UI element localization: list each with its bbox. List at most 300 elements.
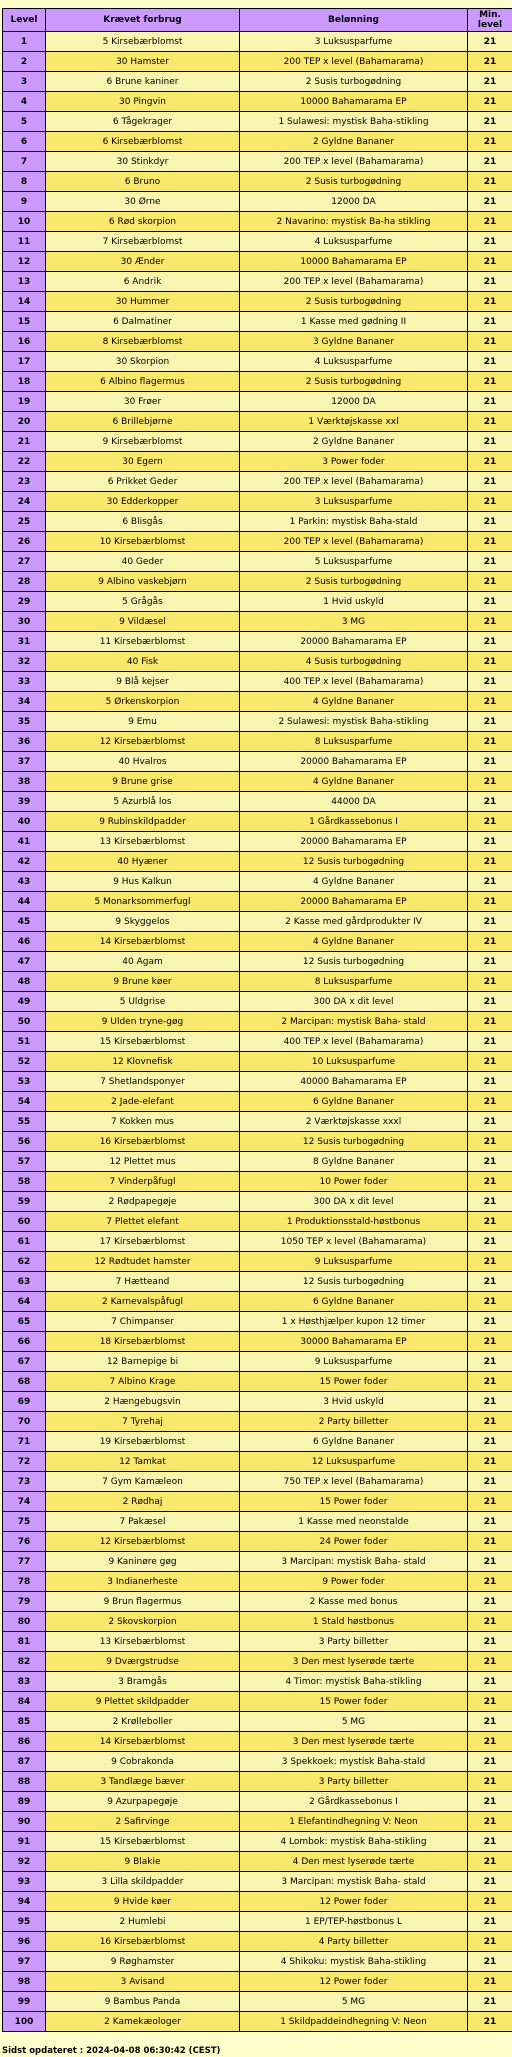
cell-level: 75 <box>3 1512 46 1532</box>
cell-min-level: 21 <box>468 452 512 472</box>
cell-required: 14 Kirsebærblomst <box>46 932 240 952</box>
cell-min-level: 21 <box>468 1392 512 1412</box>
table-row <box>3 72 512 92</box>
cell-required: 16 Kirsebærblomst <box>46 1932 240 1952</box>
cell-required: 2 Rødhaj <box>46 1492 240 1512</box>
cell-min-level: 21 <box>468 372 512 392</box>
cell-required: 6 Rød skorpion <box>46 212 240 232</box>
cell-required: 6 Prikket Geder <box>46 472 240 492</box>
cell-level: 71 <box>3 1432 46 1452</box>
cell-min-level: 21 <box>468 472 512 492</box>
cell-reward: 4 Lombok: mystisk Baha-stikling <box>240 1832 468 1852</box>
table-row <box>3 1272 512 1292</box>
cell-min-level: 21 <box>468 1292 512 1312</box>
table-row <box>3 192 512 212</box>
cell-reward: 8 Luksusparfume <box>240 972 468 992</box>
table-row <box>3 672 512 692</box>
table-row <box>3 712 512 732</box>
cell-min-level: 21 <box>468 152 512 172</box>
cell-required: 16 Kirsebærblomst <box>46 1132 240 1152</box>
cell-min-level: 21 <box>468 132 512 152</box>
cell-level: 65 <box>3 1312 46 1332</box>
table-row <box>3 1712 512 1732</box>
cell-reward: 20000 Bahamarama EP <box>240 632 468 652</box>
cell-min-level: 21 <box>468 552 512 572</box>
cell-reward: 1 Produktionsstald-høstbonus <box>240 1212 468 1232</box>
cell-reward: 12 Power foder <box>240 1892 468 1912</box>
table-row <box>3 1372 512 1392</box>
cell-required: 7 Chimpanser <box>46 1312 240 1332</box>
cell-min-level: 21 <box>468 652 512 672</box>
cell-required: 30 Skorpion <box>46 352 240 372</box>
cell-min-level: 21 <box>468 1772 512 1792</box>
cell-reward: 4 Gyldne Bananer <box>240 932 468 952</box>
cell-required: 9 Brun flagermus <box>46 1592 240 1612</box>
cell-required: 9 Blakie <box>46 1852 240 1872</box>
cell-level: 53 <box>3 1072 46 1092</box>
table-row <box>3 752 512 772</box>
table-row <box>3 492 512 512</box>
cell-required: 30 Stinkdyr <box>46 152 240 172</box>
cell-reward: 20000 Bahamarama EP <box>240 832 468 852</box>
cell-level: 28 <box>3 572 46 592</box>
cell-min-level: 21 <box>468 1552 512 1572</box>
cell-min-level: 21 <box>468 1632 512 1652</box>
table-row <box>3 1432 512 1452</box>
cell-level: 69 <box>3 1392 46 1412</box>
cell-min-level: 21 <box>468 1052 512 1072</box>
cell-required: 13 Kirsebærblomst <box>46 832 240 852</box>
cell-required: 9 Brune køer <box>46 972 240 992</box>
cell-required: 9 Dværgstrudse <box>46 1652 240 1672</box>
table-row <box>3 1652 512 1672</box>
cell-reward: 4 Timor: mystisk Baha-stikling <box>240 1672 468 1692</box>
cell-min-level: 21 <box>468 1752 512 1772</box>
cell-level: 2 <box>3 52 46 72</box>
cell-level: 1 <box>3 32 46 52</box>
table-header-row <box>3 9 512 32</box>
cell-reward: 4 Gyldne Bananer <box>240 772 468 792</box>
cell-required: 2 Kamekæologer <box>46 2012 240 2032</box>
cell-reward: 8 Gyldne Bananer <box>240 1152 468 1172</box>
cell-reward: 30000 Bahamarama EP <box>240 1332 468 1352</box>
cell-level: 70 <box>3 1412 46 1432</box>
table-row <box>3 612 512 632</box>
cell-reward: 2 Gårdkassebonus I <box>240 1792 468 1812</box>
cell-required: 3 Indianerheste <box>46 1572 240 1592</box>
cell-reward: 3 Den mest lyserøde tærte <box>240 1652 468 1672</box>
cell-reward: 1 Parkin: mystisk Baha-stald <box>240 512 468 532</box>
cell-level: 66 <box>3 1332 46 1352</box>
table-row <box>3 992 512 1012</box>
cell-required: 5 Ørkenskorpion <box>46 692 240 712</box>
cell-required: 7 Gym Kamæleon <box>46 1472 240 1492</box>
cell-reward: 2 Susis turbogødning <box>240 572 468 592</box>
cell-reward: 6 Gyldne Bananer <box>240 1092 468 1112</box>
cell-required: 9 Skyggelos <box>46 912 240 932</box>
cell-reward: 400 TEP x level (Bahamarama) <box>240 1032 468 1052</box>
cell-level: 51 <box>3 1032 46 1052</box>
cell-min-level: 21 <box>468 292 512 312</box>
cell-reward: 3 Spekkoek: mystisk Baha-stald <box>240 1752 468 1772</box>
cell-min-level: 21 <box>468 52 512 72</box>
cell-reward: 4 Luksusparfume <box>240 352 468 372</box>
cell-reward: 2 Værktøjskasse xxxl <box>240 1112 468 1132</box>
cell-required: 7 Plettet elefant <box>46 1212 240 1232</box>
cell-reward: 3 Den mest lyserøde tærte <box>240 1732 468 1752</box>
cell-reward: 3 Luksusparfume <box>240 32 468 52</box>
cell-reward: 2 Susis turbogødning <box>240 172 468 192</box>
cell-level: 47 <box>3 952 46 972</box>
table-row <box>3 1632 512 1652</box>
cell-reward: 3 Party billetter <box>240 1772 468 1792</box>
table-row <box>3 52 512 72</box>
cell-min-level: 21 <box>468 1832 512 1852</box>
cell-required: 5 Azurblå los <box>46 792 240 812</box>
table-row <box>3 912 512 932</box>
cell-level: 10 <box>3 212 46 232</box>
cell-min-level: 21 <box>468 912 512 932</box>
cell-level: 99 <box>3 1992 46 2012</box>
cell-min-level: 21 <box>468 252 512 272</box>
cell-min-level: 21 <box>468 1912 512 1932</box>
cell-level: 5 <box>3 112 46 132</box>
cell-reward: 3 Gyldne Bananer <box>240 332 468 352</box>
cell-min-level: 21 <box>468 992 512 1012</box>
table-row <box>3 272 512 292</box>
cell-min-level: 21 <box>468 192 512 212</box>
table-row <box>3 1512 512 1532</box>
cell-required: 5 Grågås <box>46 592 240 612</box>
cell-level: 94 <box>3 1892 46 1912</box>
cell-reward: 15 Power foder <box>240 1372 468 1392</box>
cell-reward: 400 TEP x level (Bahamarama) <box>240 672 468 692</box>
cell-required: 7 Pakæsel <box>46 1512 240 1532</box>
cell-level: 9 <box>3 192 46 212</box>
cell-min-level: 21 <box>468 1432 512 1452</box>
table-row <box>3 1672 512 1692</box>
cell-level: 18 <box>3 372 46 392</box>
cell-required: 3 Tandlæge bæver <box>46 1772 240 1792</box>
cell-min-level: 21 <box>468 1972 512 1992</box>
cell-required: 9 Emu <box>46 712 240 732</box>
cell-min-level: 21 <box>468 512 512 532</box>
cell-required: 12 Klovnefisk <box>46 1052 240 1072</box>
cell-reward: 200 TEP x level (Bahamarama) <box>240 532 468 552</box>
cell-min-level: 21 <box>468 1372 512 1392</box>
cell-reward: 5 MG <box>240 1712 468 1732</box>
cell-min-level: 21 <box>468 712 512 732</box>
cell-min-level: 21 <box>468 112 512 132</box>
cell-level: 80 <box>3 1612 46 1632</box>
cell-required: 30 Pingvin <box>46 92 240 112</box>
cell-level: 46 <box>3 932 46 952</box>
column-header-reward: Belønning <box>240 9 468 32</box>
table-row <box>3 892 512 912</box>
cell-level: 20 <box>3 412 46 432</box>
cell-required: 9 Rubinskildpadder <box>46 812 240 832</box>
cell-min-level: 21 <box>468 852 512 872</box>
cell-required: 30 Egern <box>46 452 240 472</box>
cell-required: 5 Kirsebærblomst <box>46 32 240 52</box>
cell-reward: 10000 Bahamarama EP <box>240 252 468 272</box>
cell-level: 8 <box>3 172 46 192</box>
cell-reward: 2 Susis turbogødning <box>240 292 468 312</box>
cell-required: 9 Kaninøre gøg <box>46 1552 240 1572</box>
cell-reward: 4 Luksusparfume <box>240 232 468 252</box>
cell-min-level: 21 <box>468 272 512 292</box>
cell-level: 3 <box>3 72 46 92</box>
cell-min-level: 21 <box>468 312 512 332</box>
table-row <box>3 1732 512 1752</box>
cell-level: 31 <box>3 632 46 652</box>
table-row <box>3 372 512 392</box>
cell-level: 19 <box>3 392 46 412</box>
cell-required: 6 Brune kaniner <box>46 72 240 92</box>
table-row <box>3 1452 512 1472</box>
cell-min-level: 21 <box>468 1672 512 1692</box>
cell-reward: 3 Marcipan: mystisk Baha- stald <box>240 1872 468 1892</box>
table-row <box>3 1772 512 1792</box>
cell-required: 6 Albino flagermus <box>46 372 240 392</box>
table-row <box>3 332 512 352</box>
cell-min-level: 21 <box>468 1572 512 1592</box>
table-row <box>3 552 512 572</box>
cell-min-level: 21 <box>468 1092 512 1112</box>
cell-required: 3 Lilla skildpadder <box>46 1872 240 1892</box>
cell-level: 13 <box>3 272 46 292</box>
table-row <box>3 872 512 892</box>
cell-min-level: 21 <box>468 92 512 112</box>
cell-required: 17 Kirsebærblomst <box>46 1232 240 1252</box>
cell-required: 15 Kirsebærblomst <box>46 1032 240 1052</box>
table-row <box>3 1812 512 1832</box>
table-row <box>3 152 512 172</box>
cell-level: 59 <box>3 1192 46 1212</box>
table-row <box>3 432 512 452</box>
cell-reward: 4 Den mest lyserøde tærte <box>240 1852 468 1872</box>
cell-min-level: 21 <box>468 1412 512 1432</box>
cell-min-level: 21 <box>468 1252 512 1272</box>
table-row <box>3 852 512 872</box>
table-row <box>3 1032 512 1052</box>
cell-min-level: 21 <box>468 1872 512 1892</box>
table-row <box>3 1532 512 1552</box>
cell-reward: 2 Navarino: mystisk Ba-ha stikling <box>240 212 468 232</box>
cell-level: 43 <box>3 872 46 892</box>
cell-required: 9 Brune grise <box>46 772 240 792</box>
table-row <box>3 1832 512 1852</box>
cell-level: 16 <box>3 332 46 352</box>
table-row <box>3 132 512 152</box>
cell-reward: 4 Party billetter <box>240 1932 468 1952</box>
table-row <box>3 1292 512 1312</box>
cell-min-level: 21 <box>468 1272 512 1292</box>
cell-level: 91 <box>3 1832 46 1852</box>
cell-min-level: 21 <box>468 1132 512 1152</box>
cell-level: 44 <box>3 892 46 912</box>
cell-level: 39 <box>3 792 46 812</box>
cell-reward: 200 TEP x level (Bahamarama) <box>240 472 468 492</box>
cell-reward: 1050 TEP x level (Bahamarama) <box>240 1232 468 1252</box>
cell-reward: 2 Gyldne Bananer <box>240 132 468 152</box>
cell-level: 56 <box>3 1132 46 1152</box>
table-row <box>3 1752 512 1772</box>
cell-level: 42 <box>3 852 46 872</box>
cell-level: 79 <box>3 1592 46 1612</box>
cell-required: 5 Uldgrise <box>46 992 240 1012</box>
cell-level: 25 <box>3 512 46 532</box>
table-row <box>3 1912 512 1932</box>
cell-min-level: 21 <box>468 1852 512 1872</box>
cell-level: 12 <box>3 252 46 272</box>
cell-min-level: 21 <box>468 1992 512 2012</box>
cell-level: 37 <box>3 752 46 772</box>
cell-min-level: 21 <box>468 1352 512 1372</box>
table-row <box>3 632 512 652</box>
cell-level: 77 <box>3 1552 46 1572</box>
cell-required: 10 Kirsebærblomst <box>46 532 240 552</box>
cell-min-level: 21 <box>468 892 512 912</box>
cell-required: 9 Ulden tryne-gøg <box>46 1012 240 1032</box>
cell-required: 2 Krølleboller <box>46 1712 240 1732</box>
table-row <box>3 952 512 972</box>
cell-level: 63 <box>3 1272 46 1292</box>
cell-required: 40 Fisk <box>46 652 240 672</box>
cell-required: 8 Kirsebærblomst <box>46 332 240 352</box>
table-row <box>3 832 512 852</box>
cell-required: 9 Røghamster <box>46 1952 240 1972</box>
cell-min-level: 21 <box>468 612 512 632</box>
cell-reward: 4 Gyldne Bananer <box>240 692 468 712</box>
cell-level: 40 <box>3 812 46 832</box>
cell-min-level: 21 <box>468 752 512 772</box>
cell-level: 32 <box>3 652 46 672</box>
cell-reward: 3 Luksusparfume <box>240 492 468 512</box>
cell-min-level: 21 <box>468 1172 512 1192</box>
table-row <box>3 1852 512 1872</box>
cell-required: 5 Monarksommerfugl <box>46 892 240 912</box>
cell-required: 30 Edderkopper <box>46 492 240 512</box>
cell-level: 78 <box>3 1572 46 1592</box>
cell-required: 7 Kirsebærblomst <box>46 232 240 252</box>
cell-min-level: 21 <box>468 1212 512 1232</box>
cell-min-level: 21 <box>468 1532 512 1552</box>
cell-level: 90 <box>3 1812 46 1832</box>
cell-level: 64 <box>3 1292 46 1312</box>
table-row <box>3 1312 512 1332</box>
cell-reward: 5 Luksusparfume <box>240 552 468 572</box>
cell-required: 9 Plettet skildpadder <box>46 1692 240 1712</box>
cell-required: 12 Tamkat <box>46 1452 240 1472</box>
cell-level: 30 <box>3 612 46 632</box>
cell-level: 86 <box>3 1732 46 1752</box>
table-row <box>3 932 512 952</box>
table-row <box>3 1132 512 1152</box>
cell-required: 12 Plettet mus <box>46 1152 240 1172</box>
cell-reward: 3 Power foder <box>240 452 468 472</box>
cell-reward: 750 TEP x level (Bahamarama) <box>240 1472 468 1492</box>
table-row <box>3 1012 512 1032</box>
cell-min-level: 21 <box>468 1952 512 1972</box>
cell-required: 9 Hus Kalkun <box>46 872 240 892</box>
cell-required: 2 Hængebugsvin <box>46 1392 240 1412</box>
cell-required: 18 Kirsebærblomst <box>46 1332 240 1352</box>
cell-min-level: 21 <box>468 1332 512 1352</box>
cell-reward: 10000 Bahamarama EP <box>240 92 468 112</box>
cell-min-level: 21 <box>468 1192 512 1212</box>
table-row <box>3 592 512 612</box>
table-row <box>3 1392 512 1412</box>
cell-reward: 1 Gårdkassebonus I <box>240 812 468 832</box>
table-row <box>3 692 512 712</box>
cell-level: 84 <box>3 1692 46 1712</box>
cell-level: 58 <box>3 1172 46 1192</box>
cell-reward: 20000 Bahamarama EP <box>240 752 468 772</box>
level-rewards-table <box>2 8 512 2032</box>
cell-reward: 4 Susis turbogødning <box>240 652 468 672</box>
cell-reward: 9 Luksusparfume <box>240 1252 468 1272</box>
cell-level: 24 <box>3 492 46 512</box>
cell-required: 2 Karnevalspåfugl <box>46 1292 240 1312</box>
cell-required: 3 Bramgås <box>46 1672 240 1692</box>
cell-min-level: 21 <box>468 732 512 752</box>
cell-min-level: 21 <box>468 1012 512 1032</box>
cell-required: 40 Hyæner <box>46 852 240 872</box>
table-row <box>3 1412 512 1432</box>
cell-min-level: 21 <box>468 1712 512 1732</box>
cell-required: 6 Kirsebærblomst <box>46 132 240 152</box>
cell-required: 7 Kokken mus <box>46 1112 240 1132</box>
cell-reward: 3 Party billetter <box>240 1632 468 1652</box>
cell-required: 2 Humlebi <box>46 1912 240 1932</box>
cell-level: 81 <box>3 1632 46 1652</box>
cell-required: 30 Hamster <box>46 52 240 72</box>
table-row <box>3 1192 512 1212</box>
cell-level: 83 <box>3 1672 46 1692</box>
cell-min-level: 21 <box>468 532 512 552</box>
table-row <box>3 1992 512 2012</box>
cell-reward: 2 Susis turbogødning <box>240 372 468 392</box>
table-row <box>3 172 512 192</box>
cell-reward: 20000 Bahamarama EP <box>240 892 468 912</box>
cell-reward: 1 Elefantindhegning V: Neon <box>240 1812 468 1832</box>
cell-min-level: 21 <box>468 832 512 852</box>
cell-reward: 6 Gyldne Bananer <box>240 1432 468 1452</box>
cell-level: 52 <box>3 1052 46 1072</box>
cell-required: 6 Brillebjørne <box>46 412 240 432</box>
cell-min-level: 21 <box>468 1112 512 1132</box>
cell-level: 45 <box>3 912 46 932</box>
cell-level: 98 <box>3 1972 46 1992</box>
table-row <box>3 1792 512 1812</box>
cell-min-level: 21 <box>468 1512 512 1532</box>
table-row <box>3 812 512 832</box>
table-row <box>3 412 512 432</box>
cell-min-level: 21 <box>468 212 512 232</box>
cell-min-level: 21 <box>468 1692 512 1712</box>
cell-reward: 12 Susis turbogødning <box>240 1272 468 1292</box>
table-row <box>3 972 512 992</box>
cell-required: 14 Kirsebærblomst <box>46 1732 240 1752</box>
cell-reward: 15 Power foder <box>240 1492 468 1512</box>
cell-level: 6 <box>3 132 46 152</box>
cell-required: 7 Albino Krage <box>46 1372 240 1392</box>
cell-required: 30 Ænder <box>46 252 240 272</box>
cell-level: 100 <box>3 2012 46 2032</box>
cell-min-level: 21 <box>468 1152 512 1172</box>
cell-level: 60 <box>3 1212 46 1232</box>
